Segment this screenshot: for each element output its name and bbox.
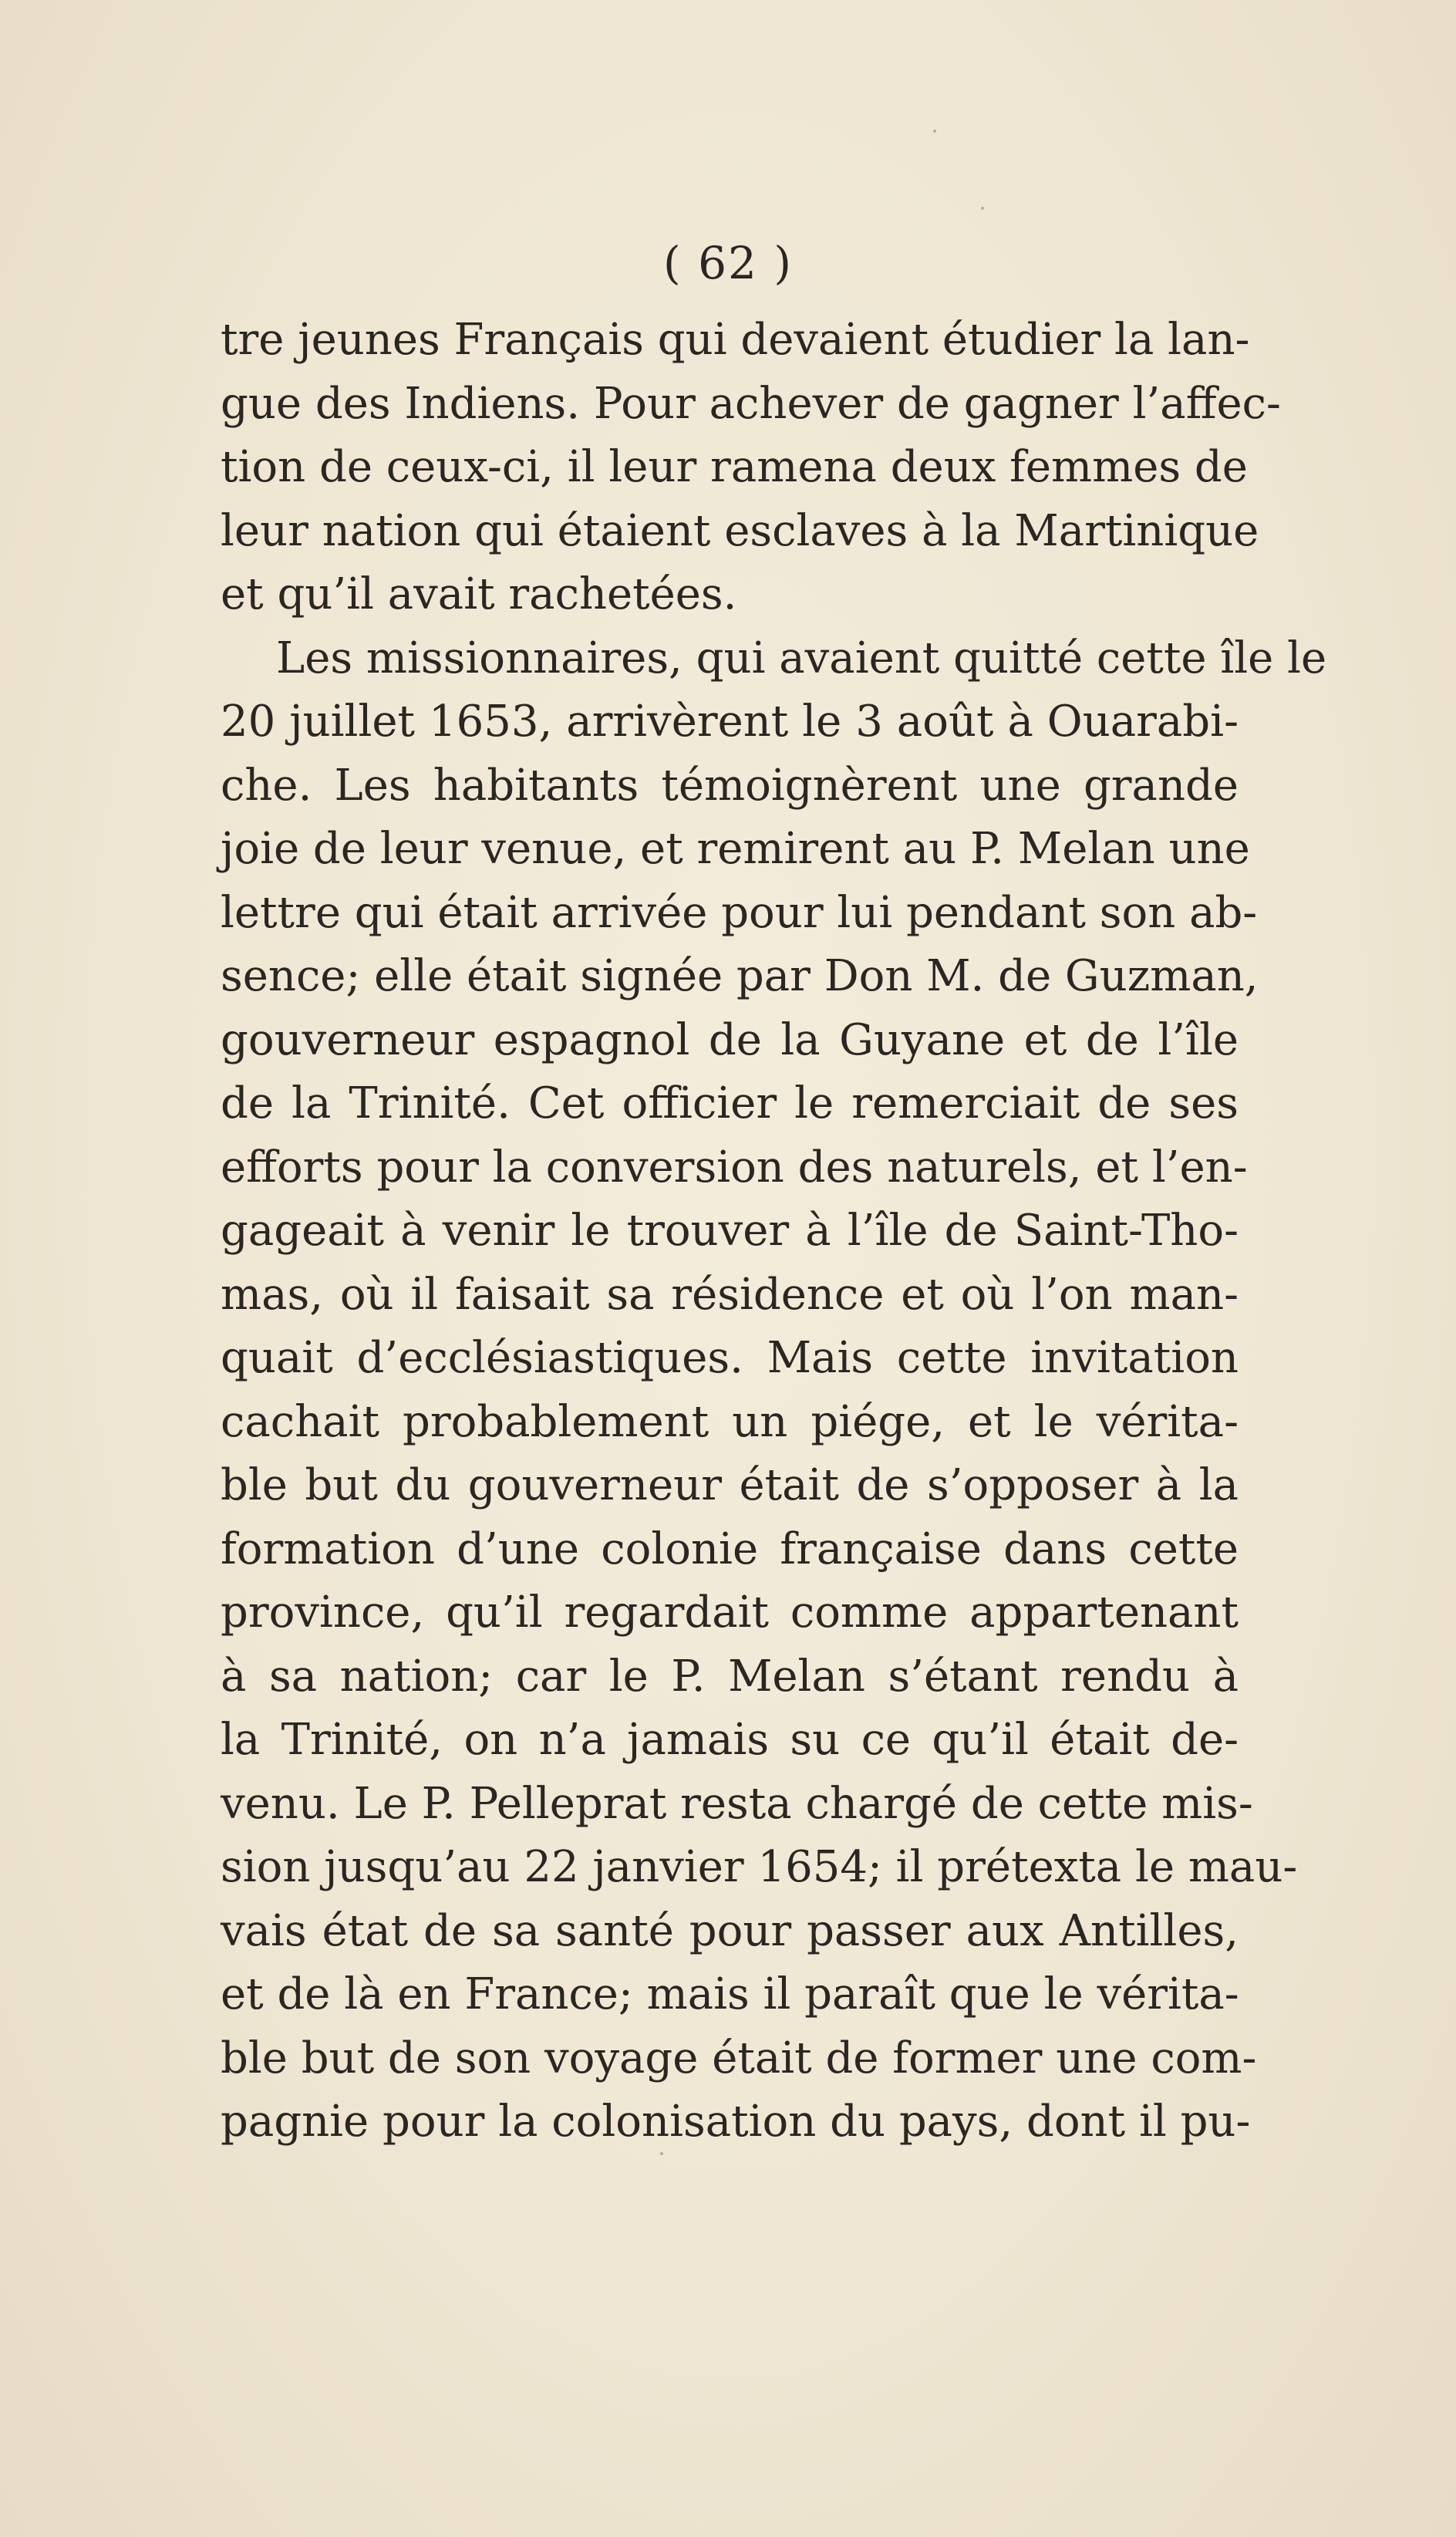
text-line: sion jusqu’au 22 janvier 1654; il prétexta le mau- xyxy=(221,1842,1298,1892)
text-line: lettre qui était arrivée pour lui pendant son ab- xyxy=(221,887,1258,938)
text-line: vais état de sa santé pour passer aux Antilles, xyxy=(221,1905,1239,1956)
paper-speck xyxy=(660,2152,663,2155)
text-line: et qu’il avait rachetées. xyxy=(221,569,737,619)
text-line: pagnie pour la colonisation du pays, dont il pu- xyxy=(221,2097,1251,2147)
paper-speck xyxy=(981,207,984,210)
text-line: gouverneur espagnol de la Guyane et de l’île xyxy=(221,1014,1239,1065)
text-line: de la Trinité. Cet officier le remerciait de ses xyxy=(221,1078,1239,1128)
text-line: 20 juillet 1653, arrivèrent le 3 août à Ouarabi- xyxy=(221,697,1239,747)
text-line: cachait probablement un piége, et le vérita- xyxy=(221,1396,1239,1447)
text-line: joie de leur venue, et remirent au P. Melan une xyxy=(221,824,1250,874)
page-number: ( 62 ) xyxy=(663,237,793,289)
text-line: ble but du gouverneur était de s’opposer à la xyxy=(221,1460,1239,1510)
text-line: sence; elle était signée par Don M. de Guzman, xyxy=(221,951,1259,1001)
body-text xyxy=(221,309,1327,2154)
text-line: ble but de son voyage était de former une com- xyxy=(221,2033,1257,2083)
text-line: efforts pour la conversion des naturels, et l’en- xyxy=(221,1142,1248,1193)
text-line: la Trinité, on n’a jamais su ce qu’il était de- xyxy=(221,1715,1239,1765)
text-line: gageait à venir le trouver à l’île de Saint-Tho- xyxy=(221,1206,1239,1256)
paper-speck xyxy=(933,130,936,133)
text-line: tion de ceux-ci, il leur ramena deux femmes de xyxy=(221,442,1248,492)
text-line: quait d’ecclésiastiques. Mais cette invitation xyxy=(221,1333,1239,1383)
text-line: che. Les habitants témoignèrent une grande xyxy=(221,760,1239,811)
text-line: Les missionnaires, qui avaient quitté cette île le xyxy=(276,633,1327,683)
text-line: et de là en France; mais il paraît que le vérita- xyxy=(221,1969,1239,2019)
text-line: à sa nation; car le P. Melan s’étant rendu à xyxy=(221,1651,1239,1702)
text-line: province, qu’il regardait comme appartenant xyxy=(221,1587,1239,1638)
text-line: formation d’une colonie française dans cette xyxy=(221,1523,1239,1574)
text-line: leur nation qui étaient esclaves à la Martinique xyxy=(221,505,1259,556)
text-line: gue des Indiens. Pour achever de gagner l’affec- xyxy=(221,378,1281,429)
text-line: mas, où il faisait sa résidence et où l’on man- xyxy=(221,1269,1239,1320)
text-line: venu. Le P. Pelleprat resta chargé de cette mis- xyxy=(221,1778,1253,1829)
text-line: tre jeunes Français qui devaient étudier la lan- xyxy=(221,315,1250,365)
